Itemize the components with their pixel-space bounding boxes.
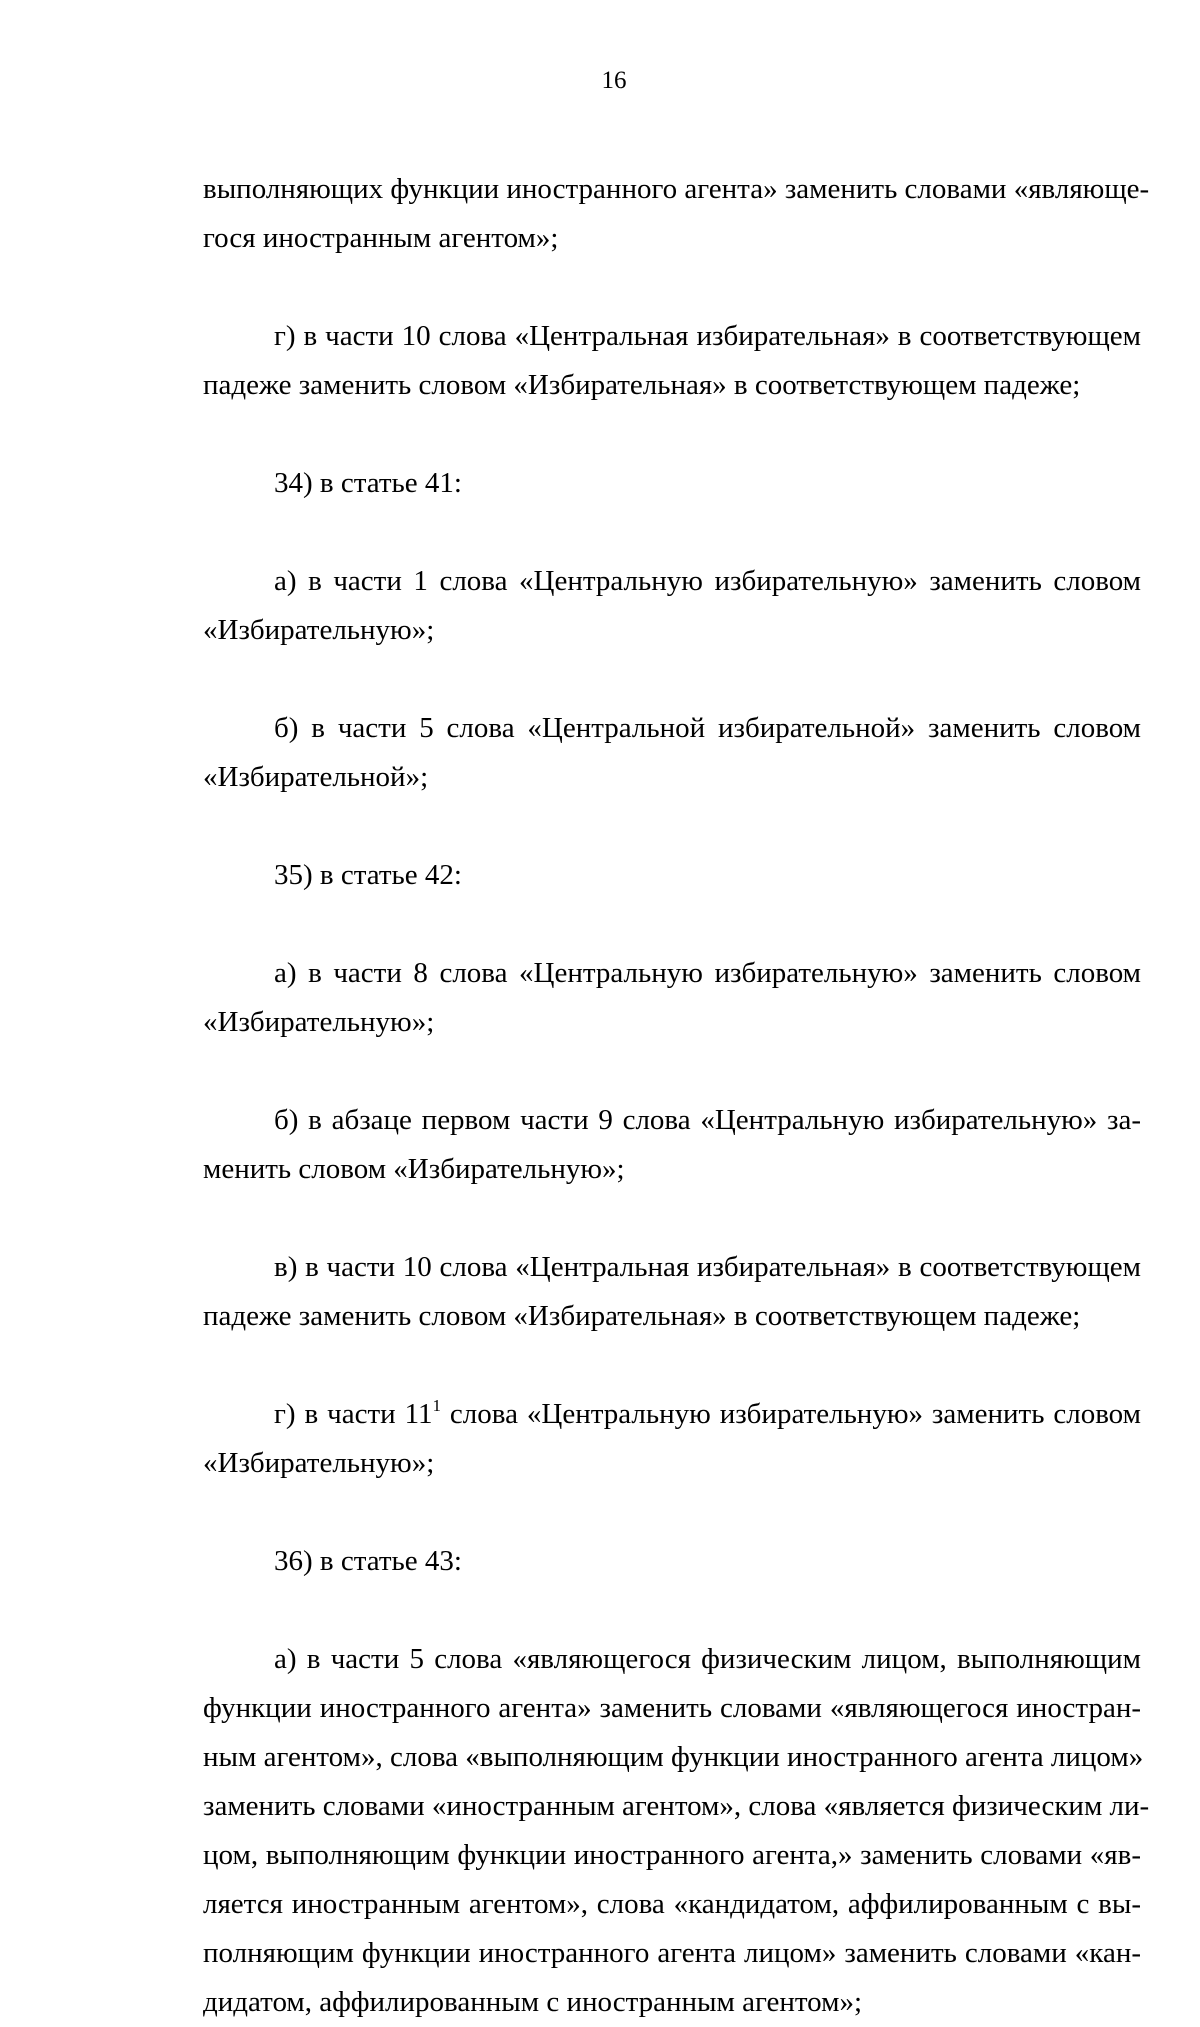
text-line: «Избирательную»; [203, 1006, 435, 1038]
text-line: в) в части 10 слова «Центральная избирательная» в соответствующем [274, 1251, 1141, 1283]
text-line: падеже заменить словом «Избирательная» в соответствующем падеже; [203, 369, 1081, 401]
text-line-with-superscript [203, 1390, 1141, 1439]
text-line: заменить словами «иностранным агентом», слова «является физическим ли- [203, 1790, 1150, 1822]
text-line: а) в части 5 слова «являющегося физическим лицом, выполняющим [274, 1643, 1141, 1675]
text-line: «Избирательной»; [203, 761, 429, 793]
text-line: менить словом «Избирательную»; [203, 1153, 625, 1185]
superscript: 1 [432, 1396, 441, 1415]
page-number: 16 [601, 67, 627, 94]
text-line: ляется иностранным агентом», слова «кандидатом, аффилированным с вы- [203, 1888, 1141, 1920]
text-line: ным агентом», слова «выполняющим функции иностранного агента лицом» [203, 1741, 1144, 1773]
text-line: гося иностранным агентом»; [203, 222, 559, 254]
text-line: «Избирательную»; [203, 1447, 435, 1479]
text-line: а) в части 1 слова «Центральную избирательную» заменить словом [274, 565, 1141, 597]
text-line: полняющим функции иностранного агента лицом» заменить словами «кан- [203, 1937, 1141, 1969]
text-line: а) в части 8 слова «Центральную избирательную» заменить словом [274, 957, 1141, 989]
text-line: 36) в статье 43: [274, 1545, 462, 1577]
text-line: цом, выполняющим функции иностранного агента,» заменить словами «яв- [203, 1839, 1141, 1871]
text-line: выполняющих функции иностранного агента» заменить словами «являюще- [203, 173, 1150, 205]
text-segment: слова «Центральную избирательную» заменить словом [441, 1398, 1141, 1430]
text-line: 34) в статье 41: [274, 467, 462, 499]
text-line: дидатом, аффилированным с иностранным агентом»; [203, 1986, 863, 2018]
text-line: б) в части 5 слова «Центральной избирательной» заменить словом [274, 712, 1141, 744]
text-segment: г) в части 11 [274, 1398, 433, 1430]
document-body [203, 165, 1150, 2027]
text-line: 35) в статье 42: [274, 859, 462, 891]
text-line: падеже заменить словом «Избирательная» в соответствующем падеже; [203, 1300, 1081, 1332]
text-line: функции иностранного агента» заменить словами «являющегося иностран- [203, 1692, 1141, 1724]
text-line: г) в части 10 слова «Центральная избирательная» в соответствующем [274, 320, 1141, 352]
text-line: б) в абзаце первом части 9 слова «Центральную избирательную» за- [274, 1104, 1141, 1136]
text-line: «Избирательную»; [203, 614, 435, 646]
